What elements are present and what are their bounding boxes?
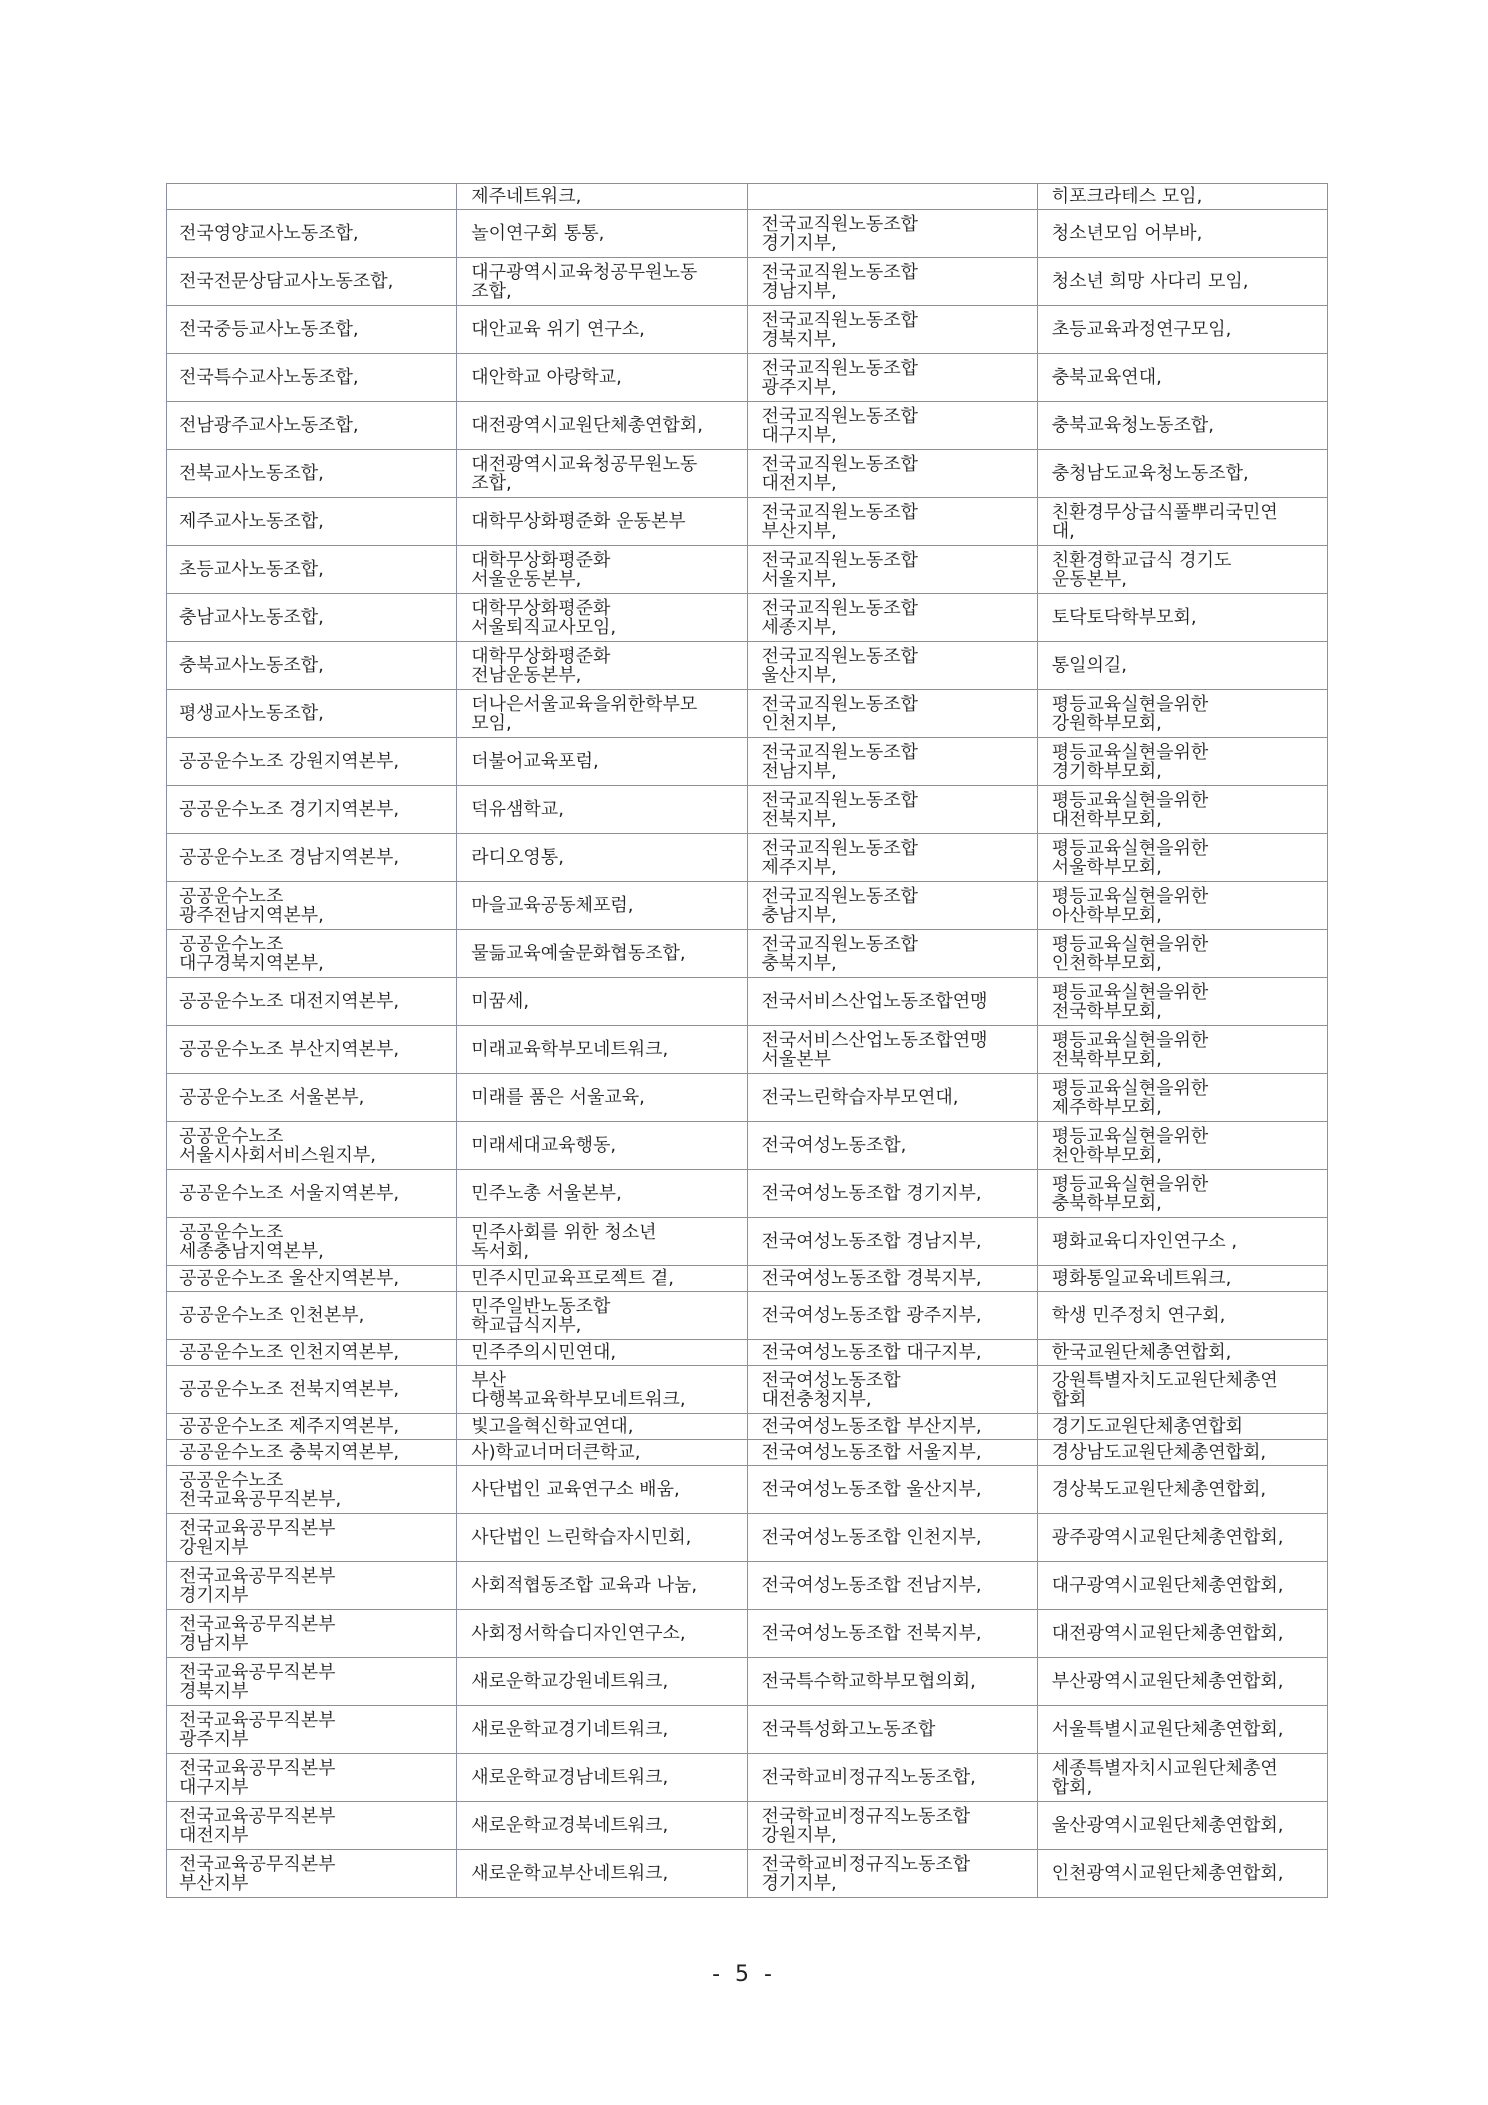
table-row xyxy=(167,1218,1328,1266)
table-cell: 전국교직원노동조합 세종지부, xyxy=(747,594,1037,642)
table-cell: 충청남도교육청노동조합, xyxy=(1037,450,1327,498)
table-cell: 새로운학교경기네트워크, xyxy=(457,1706,747,1754)
table-row xyxy=(167,1122,1328,1170)
table-cell: 전국여성노동조합 경기지부, xyxy=(747,1170,1037,1218)
table-cell: 전국교직원노동조합 인천지부, xyxy=(747,690,1037,738)
table-cell: 전국교직원노동조합 경북지부, xyxy=(747,306,1037,354)
table-cell: 친환경학교급식 경기도 운동본부, xyxy=(1037,546,1327,594)
table-cell: 공공운수노조 경남지역본부, xyxy=(167,834,457,882)
table-cell: 물듦교육예술문화협동조합, xyxy=(457,930,747,978)
table-cell: 사)학교너머더큰학교, xyxy=(457,1440,747,1466)
table-cell: 민주시민교육프로젝트 곁, xyxy=(457,1266,747,1292)
table-row xyxy=(167,450,1328,498)
table-cell: 평등교육실현을위한 제주학부모회, xyxy=(1037,1074,1327,1122)
table-row xyxy=(167,1658,1328,1706)
table-cell: 전국교직원노동조합 광주지부, xyxy=(747,354,1037,402)
table-cell: 친환경무상급식풀뿌리국민연 대, xyxy=(1037,498,1327,546)
table-row xyxy=(167,1074,1328,1122)
table-cell: 라디오영통, xyxy=(457,834,747,882)
table-cell: 전국특수교사노동조합, xyxy=(167,354,457,402)
table-cell: 강원특별자치도교원단체총연 합회 xyxy=(1037,1366,1327,1414)
table-cell: 한국교원단체총연합회, xyxy=(1037,1340,1327,1366)
table-cell: 경상남도교원단체총연합회, xyxy=(1037,1440,1327,1466)
table-cell: 전국교직원노동조합 경남지부, xyxy=(747,258,1037,306)
table-cell: 서울특별시교원단체총연합회, xyxy=(1037,1706,1327,1754)
table-cell: 공공운수노조 울산지역본부, xyxy=(167,1266,457,1292)
table-cell: 통일의길, xyxy=(1037,642,1327,690)
table-cell: 충북교사노동조합, xyxy=(167,642,457,690)
table-cell: 학생 민주정치 연구회, xyxy=(1037,1292,1327,1340)
table-cell: 전국교직원노동조합 충북지부, xyxy=(747,930,1037,978)
table-cell: 공공운수노조 강원지역본부, xyxy=(167,738,457,786)
table-row xyxy=(167,786,1328,834)
table-cell: 미래세대교육행동, xyxy=(457,1122,747,1170)
table-cell: 충북교육연대, xyxy=(1037,354,1327,402)
table-cell: 전국여성노동조합 부산지부, xyxy=(747,1414,1037,1440)
table-row xyxy=(167,1440,1328,1466)
table-row xyxy=(167,738,1328,786)
table-cell: 대학무상화평준화 서울퇴직교사모임, xyxy=(457,594,747,642)
table-cell: 전국여성노동조합 인천지부, xyxy=(747,1514,1037,1562)
table-row xyxy=(167,1706,1328,1754)
table-cell: 공공운수노조 전북지역본부, xyxy=(167,1366,457,1414)
table-cell: 전국교직원노동조합 제주지부, xyxy=(747,834,1037,882)
table-cell: 새로운학교부산네트워크, xyxy=(457,1850,747,1898)
table-cell: 전국교직원노동조합 울산지부, xyxy=(747,642,1037,690)
table-cell: 평등교육실현을위한 서울학부모회, xyxy=(1037,834,1327,882)
table-cell: 전국여성노동조합, xyxy=(747,1122,1037,1170)
table-cell: 전국여성노동조합 광주지부, xyxy=(747,1292,1037,1340)
table-row xyxy=(167,1562,1328,1610)
table-cell: 공공운수노조 전국교육공무직본부, xyxy=(167,1466,457,1514)
table-cell: 더나은서울교육을위한학부모 모임, xyxy=(457,690,747,738)
table-cell: 대안학교 아랑학교, xyxy=(457,354,747,402)
table-row xyxy=(167,546,1328,594)
table-cell: 전국교직원노동조합 충남지부, xyxy=(747,882,1037,930)
table-cell: 마을교육공동체포럼, xyxy=(457,882,747,930)
table-cell: 전국영양교사노동조합, xyxy=(167,210,457,258)
table-cell: 민주주의시민연대, xyxy=(457,1340,747,1366)
table-cell: 대안교육 위기 연구소, xyxy=(457,306,747,354)
table-cell: 히포크라테스 모임, xyxy=(1037,184,1327,210)
table-cell: 전국교육공무직본부 강원지부 xyxy=(167,1514,457,1562)
table-cell: 전국교육공무직본부 대구지부 xyxy=(167,1754,457,1802)
table-row xyxy=(167,642,1328,690)
table-row xyxy=(167,930,1328,978)
table-cell: 더불어교육포럼, xyxy=(457,738,747,786)
table-cell: 대학무상화평준화 운동본부 xyxy=(457,498,747,546)
table-row xyxy=(167,498,1328,546)
table-cell: 전국전문상담교사노동조합, xyxy=(167,258,457,306)
table-cell: 평등교육실현을위한 경기학부모회, xyxy=(1037,738,1327,786)
table-cell: 전국교직원노동조합 경기지부, xyxy=(747,210,1037,258)
table-cell: 전국서비스산업노동조합연맹 서울본부 xyxy=(747,1026,1037,1074)
table-cell: 평생교사노동조합, xyxy=(167,690,457,738)
table-cell: 미래교육학부모네트워크, xyxy=(457,1026,747,1074)
table-cell: 미래를 품은 서울교육, xyxy=(457,1074,747,1122)
table-cell: 사단법인 교육연구소 배움, xyxy=(457,1466,747,1514)
table-cell: 전국교직원노동조합 대구지부, xyxy=(747,402,1037,450)
table-cell: 대구광역시교원단체총연합회, xyxy=(1037,1562,1327,1610)
table-cell: 초등교육과정연구모임, xyxy=(1037,306,1327,354)
page-number: - 5 - xyxy=(712,1962,776,1987)
table-cell: 공공운수노조 인천본부, xyxy=(167,1292,457,1340)
table-cell: 빛고을혁신학교연대, xyxy=(457,1414,747,1440)
table-cell: 공공운수노조 인천지역본부, xyxy=(167,1340,457,1366)
organization-table xyxy=(166,183,1328,1898)
table-cell: 민주노총 서울본부, xyxy=(457,1170,747,1218)
table-row xyxy=(167,978,1328,1026)
table-cell: 전국학교비정규직노동조합 강원지부, xyxy=(747,1802,1037,1850)
table-cell xyxy=(747,184,1037,210)
table-cell: 사회정서학습디자인연구소, xyxy=(457,1610,747,1658)
table-row xyxy=(167,1514,1328,1562)
table-cell: 평등교육실현을위한 충북학부모회, xyxy=(1037,1170,1327,1218)
table-cell: 평등교육실현을위한 아산학부모회, xyxy=(1037,882,1327,930)
table-row xyxy=(167,1466,1328,1514)
table-row xyxy=(167,1850,1328,1898)
table-cell: 인천광역시교원단체총연합회, xyxy=(1037,1850,1327,1898)
table-cell: 평등교육실현을위한 천안학부모회, xyxy=(1037,1122,1327,1170)
table-row xyxy=(167,594,1328,642)
table-cell: 대학무상화평준화 전남운동본부, xyxy=(457,642,747,690)
table-cell: 대학무상화평준화 서울운동본부, xyxy=(457,546,747,594)
table-cell: 공공운수노조 광주전남지역본부, xyxy=(167,882,457,930)
table-cell: 전국특수학교학부모협의회, xyxy=(747,1658,1037,1706)
table-row xyxy=(167,1610,1328,1658)
table-cell xyxy=(167,184,457,210)
table-cell: 전국여성노동조합 전북지부, xyxy=(747,1610,1037,1658)
table-cell: 공공운수노조 서울시사회서비스원지부, xyxy=(167,1122,457,1170)
table-cell: 민주사회를 위한 청소년 독서회, xyxy=(457,1218,747,1266)
table-row xyxy=(167,1292,1328,1340)
table-cell: 전국교육공무직본부 경남지부 xyxy=(167,1610,457,1658)
table-cell: 제주교사노동조합, xyxy=(167,498,457,546)
table-cell: 전국느린학습자부모연대, xyxy=(747,1074,1037,1122)
table-cell: 전국여성노동조합 전남지부, xyxy=(747,1562,1037,1610)
table-cell: 전국교직원노동조합 전남지부, xyxy=(747,738,1037,786)
table-cell: 토닥토닥학부모회, xyxy=(1037,594,1327,642)
table-cell: 새로운학교경남네트워크, xyxy=(457,1754,747,1802)
table-cell: 전국여성노동조합 서울지부, xyxy=(747,1440,1037,1466)
table-cell: 평등교육실현을위한 대전학부모회, xyxy=(1037,786,1327,834)
table-cell: 전국교육공무직본부 광주지부 xyxy=(167,1706,457,1754)
table-row xyxy=(167,1340,1328,1366)
table-cell: 경상북도교원단체총연합회, xyxy=(1037,1466,1327,1514)
table-cell: 공공운수노조 제주지역본부, xyxy=(167,1414,457,1440)
table-cell: 사단법인 느린학습자시민회, xyxy=(457,1514,747,1562)
table-cell: 공공운수노조 대구경북지역본부, xyxy=(167,930,457,978)
table-body xyxy=(167,184,1328,1898)
table-cell: 공공운수노조 경기지역본부, xyxy=(167,786,457,834)
table-cell: 공공운수노조 충북지역본부, xyxy=(167,1440,457,1466)
table-cell: 전국교육공무직본부 경북지부 xyxy=(167,1658,457,1706)
table-row xyxy=(167,1026,1328,1074)
table-cell: 공공운수노조 세종충남지역본부, xyxy=(167,1218,457,1266)
table-row xyxy=(167,354,1328,402)
table-cell: 전국교직원노동조합 대전지부, xyxy=(747,450,1037,498)
table-cell: 대전광역시교원단체총연합회, xyxy=(457,402,747,450)
table-row xyxy=(167,306,1328,354)
table-cell: 평등교육실현을위한 인천학부모회, xyxy=(1037,930,1327,978)
table-row xyxy=(167,184,1328,210)
table-cell: 덕유샘학교, xyxy=(457,786,747,834)
table-row xyxy=(167,1754,1328,1802)
table-cell: 전국교직원노동조합 서울지부, xyxy=(747,546,1037,594)
table-row xyxy=(167,834,1328,882)
table-cell: 전국교육공무직본부 대전지부 xyxy=(167,1802,457,1850)
table-cell: 전국여성노동조합 대전충청지부, xyxy=(747,1366,1037,1414)
table-row xyxy=(167,402,1328,450)
table-cell: 울산광역시교원단체총연합회, xyxy=(1037,1802,1327,1850)
table-cell: 전국교직원노동조합 전북지부, xyxy=(747,786,1037,834)
table-cell: 전국교직원노동조합 부산지부, xyxy=(747,498,1037,546)
table-cell: 전국여성노동조합 울산지부, xyxy=(747,1466,1037,1514)
table-cell: 대구광역시교육청공무원노동 조합, xyxy=(457,258,747,306)
table-row xyxy=(167,1802,1328,1850)
table-cell: 전국중등교사노동조합, xyxy=(167,306,457,354)
table-row xyxy=(167,882,1328,930)
table-cell: 청소년 희망 사다리 모임, xyxy=(1037,258,1327,306)
table-cell: 평화통일교육네트워크, xyxy=(1037,1266,1327,1292)
table-cell: 세종특별자치시교원단체총연 합회, xyxy=(1037,1754,1327,1802)
table-cell: 사회적협동조합 교육과 나눔, xyxy=(457,1562,747,1610)
table-cell: 부산광역시교원단체총연합회, xyxy=(1037,1658,1327,1706)
table-cell: 광주광역시교원단체총연합회, xyxy=(1037,1514,1327,1562)
table-cell: 전국서비스산업노동조합연맹 xyxy=(747,978,1037,1026)
table-row xyxy=(167,1170,1328,1218)
table-cell: 새로운학교강원네트워크, xyxy=(457,1658,747,1706)
table-cell: 새로운학교경북네트워크, xyxy=(457,1802,747,1850)
table-cell: 평화교육디자인연구소 , xyxy=(1037,1218,1327,1266)
table-cell: 청소년모임 어부바, xyxy=(1037,210,1327,258)
table-cell: 대전광역시교육청공무원노동 조합, xyxy=(457,450,747,498)
table-cell: 전북교사노동조합, xyxy=(167,450,457,498)
table-cell: 초등교사노동조합, xyxy=(167,546,457,594)
table-cell: 제주네트워크, xyxy=(457,184,747,210)
table-cell: 공공운수노조 서울지역본부, xyxy=(167,1170,457,1218)
table-cell: 전국학교비정규직노동조합, xyxy=(747,1754,1037,1802)
table-cell: 전국학교비정규직노동조합 경기지부, xyxy=(747,1850,1037,1898)
table-row xyxy=(167,690,1328,738)
table-cell: 평등교육실현을위한 전북학부모회, xyxy=(1037,1026,1327,1074)
table-row xyxy=(167,1366,1328,1414)
table-row xyxy=(167,1414,1328,1440)
table-row xyxy=(167,1266,1328,1292)
table-cell: 평등교육실현을위한 전국학부모회, xyxy=(1037,978,1327,1026)
table-cell: 전국여성노동조합 대구지부, xyxy=(747,1340,1037,1366)
table-cell: 전국교육공무직본부 경기지부 xyxy=(167,1562,457,1610)
table-cell: 놀이연구회 통통, xyxy=(457,210,747,258)
table-cell: 전국특성화고노동조합 xyxy=(747,1706,1037,1754)
table-cell: 경기도교원단체총연합회 xyxy=(1037,1414,1327,1440)
table-cell: 공공운수노조 대전지역본부, xyxy=(167,978,457,1026)
table-cell: 전남광주교사노동조합, xyxy=(167,402,457,450)
table-cell: 공공운수노조 서울본부, xyxy=(167,1074,457,1122)
table-cell: 충남교사노동조합, xyxy=(167,594,457,642)
table-cell: 대전광역시교원단체총연합회, xyxy=(1037,1610,1327,1658)
table-row xyxy=(167,258,1328,306)
table-cell: 미꿈세, xyxy=(457,978,747,1026)
table-cell: 평등교육실현을위한 강원학부모회, xyxy=(1037,690,1327,738)
table-cell: 전국여성노동조합 경남지부, xyxy=(747,1218,1037,1266)
table-cell: 전국교육공무직본부 부산지부 xyxy=(167,1850,457,1898)
table-cell: 민주일반노동조합 학교급식지부, xyxy=(457,1292,747,1340)
table-cell: 전국여성노동조합 경북지부, xyxy=(747,1266,1037,1292)
table-cell: 충북교육청노동조합, xyxy=(1037,402,1327,450)
table-row xyxy=(167,210,1328,258)
table-cell: 공공운수노조 부산지역본부, xyxy=(167,1026,457,1074)
table-cell: 부산 다행복교육학부모네트워크, xyxy=(457,1366,747,1414)
